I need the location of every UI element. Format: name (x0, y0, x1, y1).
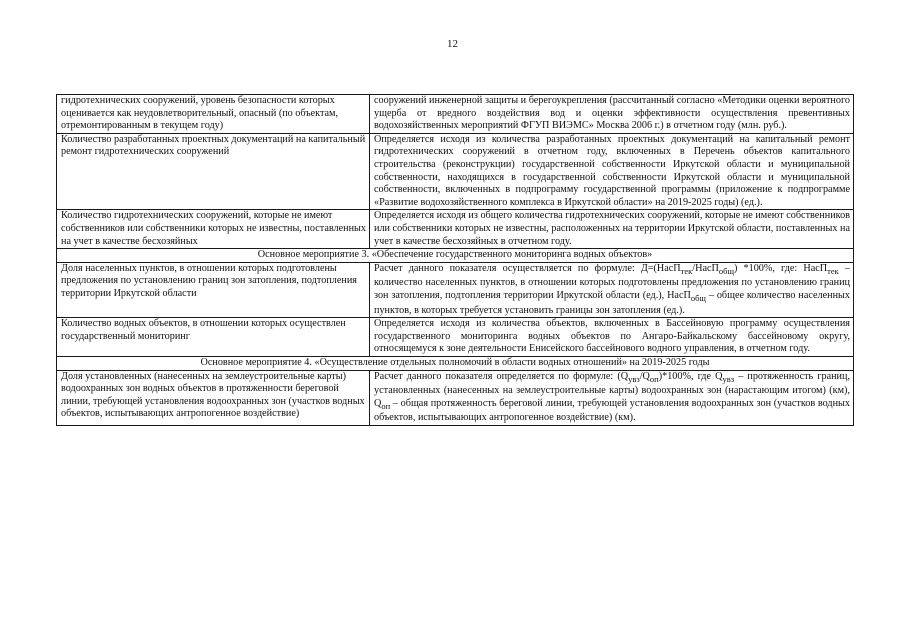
formula-subscript: тек (680, 265, 693, 276)
indicator-name-cell: Количество гидротехнических сооружений, которые не имеют собственников или собственники которых не известны, поставленных на учет в качестве бесхозяйных (57, 210, 370, 249)
formula-subscript: общ (690, 292, 706, 303)
table-row (57, 210, 854, 249)
section-header-row (57, 249, 854, 263)
formula-subscript: оп (381, 400, 391, 411)
section-header-row (57, 356, 854, 370)
indicator-method-cell (370, 370, 854, 425)
formula-text: )*100%, где Q (658, 370, 723, 382)
section-4-title: Основное мероприятие 4. «Осуществление отдельных полномочий в области водных отношений» на 2019-2025 годы (57, 356, 854, 370)
formula-subscript: увз (722, 373, 735, 384)
indicator-name-cell: Доля населенных пунктов, в отношении которых подготовлены предложения по установлению границ зон затопления, подтопления территории Иркутской области (57, 262, 370, 317)
indicator-method-cell: сооружений инженерной защиты и берегоукрепления (рассчитанный согласно «Методики оценки вероятного ущерба от вредного воздействия вод и оценки эффективности осуществления превентивных водохозяйственных мероприятий ФГУП ВИЭМС» Москва 2006 г.) в отчетном году (млн. руб.). (370, 95, 854, 134)
indicator-name-cell: Количество разработанных проектных документаций на капитальный ремонт гидротехнических сооружений (57, 133, 370, 210)
table-row (57, 318, 854, 357)
indicator-method-cell: Определяется исходя из количества разработанных проектных документаций на капитальный ремонт гидротехнических сооружений в отчетном году, включенных в Перечень объектов капитального строительства (реконструкции) государственной собственности Иркутской области и муниципальной собственности, находящихся в государственной собственности Иркутской области и муниципальной собственности, включенных в подпрограмму государственной программы (приложение к подпрограмме «Развитие водохозяйственного комплекса в Иркутской области» на 2019-2025 годы) (ед.). (370, 133, 854, 210)
formula-text: – количество населенных пунктов, в отношении которых подготовлены предложения по установлению границ зон затопления, подтопления территории Иркутской области (ед.), НасП (374, 262, 850, 301)
formula-subscript: увз (628, 373, 640, 384)
section-3-title: Основное мероприятие 3. «Обеспечение государственного мониторинга водных объектов» (57, 249, 854, 263)
formula-text: /НасП (692, 262, 719, 274)
indicator-name-cell: гидротехнических сооружений, уровень безопасности которых оценивается как неудовлетворительный, опасный (по объектам, отремонтированным в текущем году) (57, 95, 370, 134)
table-row (57, 95, 854, 134)
table-row (57, 262, 854, 317)
indicator-name-cell: Доля установленных (нанесенных на землеустроительные карты) водоохранных зон водных объектов в протяженности береговой линии, требующей установления водоохранных зон (участков водных объектов, испытывающих антропогенное воздействие) (57, 370, 370, 425)
formula-subscript: оп (649, 373, 659, 384)
indicator-name-cell: Количество водных объектов, в отношении которых осуществлен государственный мониторинг (57, 318, 370, 357)
formula-subscript: общ (718, 265, 735, 276)
indicator-method-cell (370, 262, 854, 317)
page-number: 12 (447, 38, 458, 50)
indicator-table (56, 94, 854, 426)
table-row (57, 133, 854, 210)
table-row (57, 370, 854, 425)
formula-text: Расчет данного показателя определяется по формуле: (Q (374, 370, 629, 382)
formula-text: /Q (639, 370, 650, 382)
indicator-method-cell: Определяется исходя из общего количества гидротехнических сооружений, которые не имеют собственников или собственники которых не известны, расположенных на территории Иркутской области, поставленных на учет в качестве бесхозяйных в отчетном году. (370, 210, 854, 249)
formula-text: – общее количество населенных пунктов, в которых требуется установить границы зон затопления (ед.). (374, 289, 850, 316)
formula-subscript: тек (827, 265, 839, 276)
formula-text: – протяженность границ, установленных (нанесенных на землеустроительные карты) водоохранных зон (нарастающим итогом) (км), Q (374, 370, 850, 409)
formula-text: ) *100%, где: НасП (734, 262, 828, 274)
indicator-method-cell: Определяется исходя из количества объектов, включенных в Бассейновую программу осуществления государственного мониторинга водных объектов по Ангаро-Байкальскому бассейновому округу, относящемуся к зоне деятельности Енисейского бассейнового водного управления, в отчетном году. (370, 318, 854, 357)
formula-text: – общая протяженность береговой линии, требующей установления водоохранных зон (участков водных объектов, испытывающих антропогенное воздействие) (км). (374, 397, 850, 424)
formula-text: Расчет данного показателя осуществляется по формуле: Д=(НасП (374, 262, 681, 274)
